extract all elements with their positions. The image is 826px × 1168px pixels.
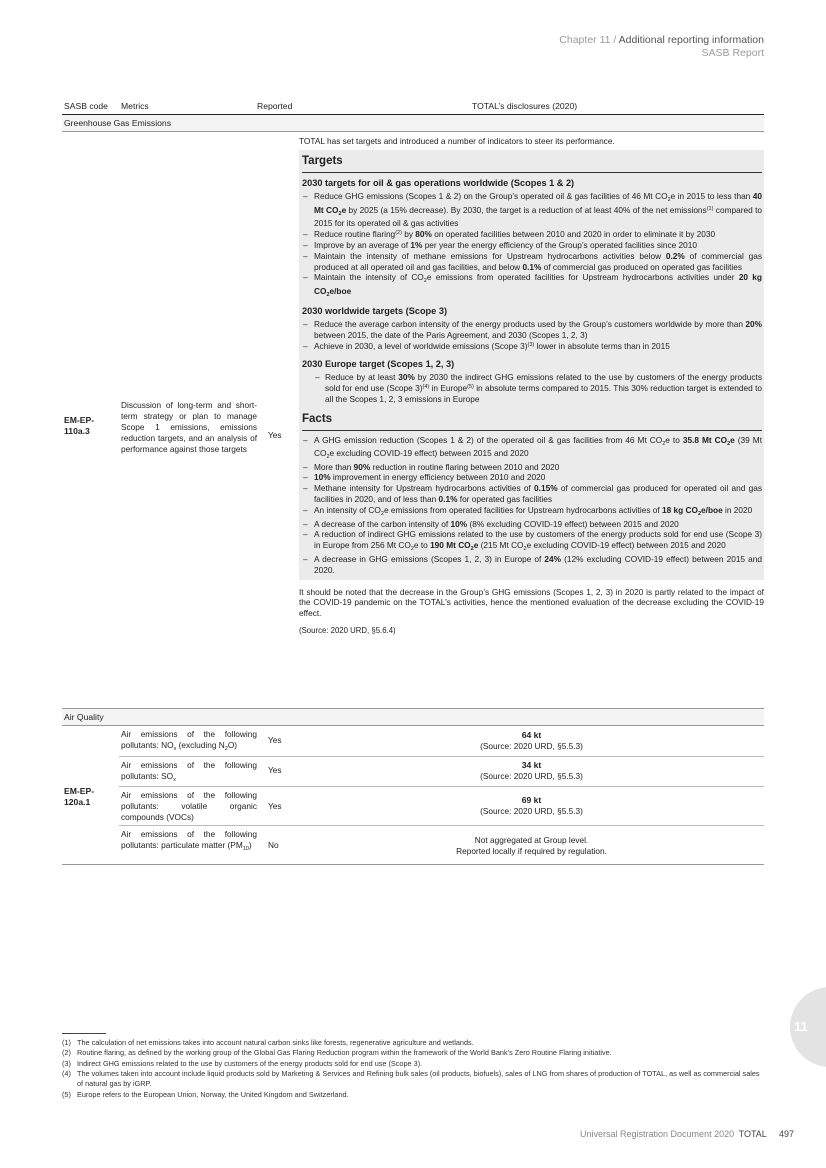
footnote-number: (2)	[62, 1048, 71, 1058]
list-item: – A decrease in GHG emissions (Scopes 1, 2, 3) in Europe of 24% (12% excluding COVID-19 effect) between 2015 and 2020.	[302, 554, 762, 576]
chapter-tab	[790, 987, 826, 1067]
ghg-source: (Source: 2020 URD, §5.6.4)	[299, 626, 396, 636]
footer-brand: TOTAL	[738, 1129, 767, 1139]
operations-targets-list	[302, 191, 762, 299]
chapter-tab-number: 11	[794, 1019, 808, 1034]
footnote-number: (5)	[62, 1089, 71, 1099]
footer-document-title: Universal Registration Document 2020	[580, 1129, 735, 1139]
ghg-intro: TOTAL has set targets and introduced a number of indicators to steer its performance.	[299, 136, 615, 146]
page-number: 497	[778, 1129, 794, 1139]
air-metric-pm10: Air emissions of the following pollutants: particulate matter $(PM_{10})$	[121, 829, 257, 852]
footnote-text: Europe refers to the European Union, Norway, the United Kingdom and Switzerland.	[77, 1089, 349, 1099]
ghg-disclosure	[299, 132, 764, 637]
air-value-amount: Not aggregated at Group level.	[474, 835, 589, 845]
footnote	[62, 1059, 764, 1069]
air-reported: Yes	[268, 801, 282, 811]
air-reported: Yes	[268, 765, 282, 775]
footnote-number: (4)	[62, 1069, 71, 1079]
worldwide-targets-list	[302, 319, 762, 352]
ghg-sasb-code: EM-EP-110a.3	[64, 415, 95, 437]
list-item: – Achieve in 2030, a level of worldwide emissions (Scope 3)$^{(3)}$ lower in absolute terms than in 2015	[302, 341, 762, 352]
operations-targets-heading: 2030 targets for oil & gas operations worldwide (Scopes 1 & 2)	[302, 178, 575, 189]
list-item: – Reduce routine flaring$^{(2)}$ by 80% on operated facilities between 2010 and 2020 in order to eliminate it by 2030	[302, 229, 762, 240]
air-value-amount: 69 kt	[521, 795, 542, 805]
air-metric-nox: Air emissions of the following pollutants: $NO_x$ (excluding $N_2O$)	[121, 729, 257, 752]
list-item: – An intensity of $CO_2e$ emissions from operated facilities for Upstream hydrocarbons activities of 18 kg $CO_2e$/boe in 2020	[302, 505, 762, 518]
footnote-number: (3)	[62, 1058, 71, 1068]
table-row	[119, 757, 764, 787]
facts-title: Facts	[302, 410, 762, 431]
page-footer	[580, 1129, 794, 1141]
footnote	[62, 1048, 764, 1058]
footnote-text: The volumes taken into account include liquid products sold by Marketing & Services and Refining bulk sales (oil products, biofuels), sales of LNG from shares of production of TOTAL, as well as commercial sales of natural gas by iGRP.	[77, 1069, 760, 1089]
sasb-table	[62, 98, 764, 865]
europe-target-list	[302, 372, 762, 405]
air-value	[299, 795, 764, 817]
footnote	[62, 1090, 764, 1100]
ghg-metric: Discussion of long-term and short-term strategy or plan to manage Scope 1 emissions, emissions reduction targets, and an analysis of performance against those targets	[121, 400, 257, 454]
table-header	[62, 98, 764, 115]
col-header-disclosures: TOTAL’s disclosures (2020)	[472, 101, 578, 111]
air-reported: No	[268, 840, 279, 850]
section-ghg: Greenhouse Gas Emissions	[62, 115, 764, 132]
air-metric-vocs: Air emissions of the following pollutants: volatile organic compounds (VOCs)	[121, 790, 257, 822]
air-value	[299, 760, 764, 782]
report-subtitle: SASB Report	[701, 47, 764, 60]
air-value-source: Reported locally if required by regulation.	[456, 845, 607, 856]
footnote-number: (1)	[62, 1038, 71, 1047]
list-item: – Maintain the intensity of $CO_2e$ emissions from operated facilities for Upstream hydrocarbons activities under 20 kg $CO_2e$/boe	[302, 272, 762, 299]
col-header-metrics: Metrics	[121, 101, 149, 111]
footnote	[62, 1038, 764, 1048]
list-item: – A GHG emission reduction (Scopes 1 & 2) of the operated oil & gas facilities from 46 Mt $CO_2e$ to 35.8 Mt $CO_2e$ (39 Mt $CO_2e$ excluding COVID-19 effect) between 2015 and 2020	[302, 435, 762, 462]
col-header-code: SASB code	[64, 101, 108, 111]
air-value	[299, 835, 764, 857]
list-item: – Reduce the average carbon intensity of the energy products used by the Group’s customers worldwide by more than 20% between 2015, the date of the Paris Agreement, and 2030 (Scopes 1, 2, 3)	[302, 319, 762, 341]
col-header-reported: Reported	[257, 101, 293, 111]
table-row	[119, 726, 764, 757]
footnote-rule	[62, 1033, 106, 1034]
list-item: – More than 90% reduction in routine flaring between 2010 and 2020	[302, 462, 762, 473]
air-sasb-code: EM-EP-120a.1	[64, 786, 95, 808]
list-item: – Reduce by at least 30% by 2030 the indirect GHG emissions related to the use by customers of the energy products sold for end use (Scope 3)$^{(4)}$ in Europe$^{(5)}$ in absolute terms compared to 2015. This 30% reduction target is extended to all the Scopes 1, 2, 3 emissions in Europe	[302, 372, 762, 405]
chapter-title: Additional reporting information	[618, 34, 764, 46]
air-value-amount: 34 kt	[521, 760, 542, 770]
list-item: – A reduction of indirect GHG emissions related to the use by customers of the energy products sold for end use (Scope 3) in Europe from 256 Mt $CO_2e$ to 190 Mt $CO_2e$ (215 Mt $CO_2e$ excluding COVID-19 effect) between 2015 and 2020	[302, 529, 762, 553]
worldwide-targets-heading: 2030 worldwide targets (Scope 3)	[302, 305, 448, 316]
air-value-source: (Source: 2020 URD, §5.5.3)	[480, 771, 583, 782]
air-value-source: (Source: 2020 URD, §5.5.3)	[480, 741, 583, 752]
list-item: – A decrease of the carbon intensity of 10% (8% excluding COVID-19 effect) between 2015 and 2020	[302, 519, 762, 530]
page-header	[559, 34, 764, 60]
footnote-text: The calculation of net emissions takes into account natural carbon sinks like forests, regenerative agriculture and wetlands.	[77, 1038, 474, 1047]
table-row	[119, 787, 764, 826]
chapter-label: Chapter 11 /	[559, 34, 617, 46]
list-item: – Maintain the intensity of methane emissions for Upstream hydrocarbons activities below 0.2% of commercial gas produced at all operated oil and gas facilities, and below 0.1% of commercial gas produced on operated gas facilities	[302, 251, 762, 273]
section-air-quality: Air Quality	[62, 709, 764, 726]
list-item: – Reduce GHG emissions (Scopes 1 & 2) on the Group’s operated oil & gas facilities of 46 Mt $CO_2e$ in 2015 to less than 40 Mt $CO_2e$ by 2025 (a 15% decrease). By 2030, the target is a reduction of at least 40% of the net emissions$^{(1)}$ compared to 2015 for its operated oil & gas activities	[302, 191, 762, 228]
ghg-row	[62, 132, 764, 709]
facts-list	[302, 435, 762, 576]
air-quality-row	[62, 726, 764, 865]
table-row	[119, 826, 764, 865]
covid-note: It should be noted that the decrease in the Group’s GHG emissions (Scopes 1, 2, 3) in 2020 is partly related to the impact of the COVID-19 pandemic on the TOTAL’s activities, hence the mentioned evaluation of the decrease excluding the COVID-19 effect.	[299, 586, 764, 619]
air-value-source: (Source: 2020 URD, §5.5.3)	[480, 806, 583, 817]
footnotes	[62, 1033, 764, 1100]
targets-facts-box	[299, 150, 764, 580]
footnote-text: Indirect GHG emissions related to the use by customers of the energy products sold for end use (Scope 3).	[77, 1058, 423, 1068]
footnote	[62, 1069, 764, 1090]
air-value-amount: 64 kt	[521, 730, 542, 740]
europe-target-heading: 2030 Europe target (Scopes 1, 2, 3)	[302, 358, 455, 369]
targets-title: Targets	[302, 152, 762, 173]
list-item: – 10% improvement in energy efficiency between 2010 and 2020	[302, 472, 762, 483]
air-value	[299, 730, 764, 752]
ghg-reported: Yes	[268, 430, 282, 440]
list-item: – Improve by an average of 1% per year the energy efficiency of the Group’s operated facilities since 2010	[302, 240, 762, 251]
list-item: – Methane intensity for Upstream hydrocarbons activities of 0.15% of commercial gas produced for operated oil and gas facilities in 2020, and of less than 0.1% for operated gas facilities	[302, 483, 762, 505]
footnote-text: Routine flaring, as defined by the working group of the Global Gas Flaring Reduction program within the framework of the World Bank’s Zero Routine Flaring initiative.	[77, 1048, 612, 1058]
air-metric-sox: Air emissions of the following pollutants: $SO_x$	[121, 760, 257, 783]
air-reported: Yes	[268, 735, 282, 745]
